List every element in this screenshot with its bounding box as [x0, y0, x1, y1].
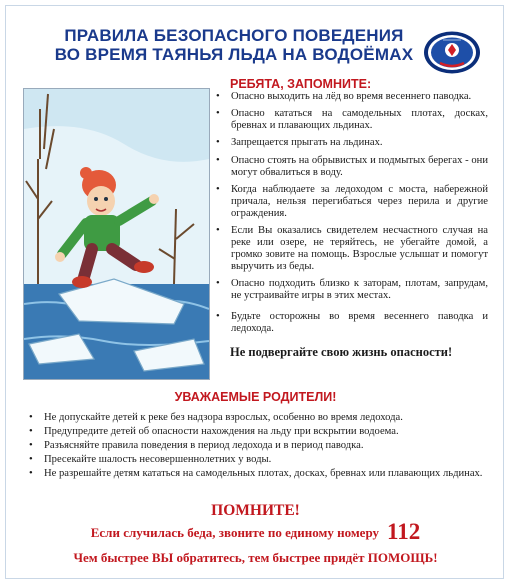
bullet-icon: • [216, 278, 220, 290]
rule-text: Когда наблюдаете за ледоходом с моста, набережной причала, нельзя перегибаться через перила и другие ограждения. [231, 183, 488, 219]
bullet-icon: • [216, 154, 220, 166]
bullet-icon: • [216, 108, 220, 120]
rule-text: Опасно подходить близко к заторам, плотам, запрудам, не устраивайте игры в этих местах. [231, 278, 488, 302]
bullet-icon: • [216, 224, 220, 236]
title-line-2: ВО ВРЕМЯ ТАЯНЬЯ ЛЬДА НА ВОДОЁМАХ [54, 45, 414, 64]
call-text: Если случилась беда, звоните по единому номеру [90, 525, 380, 540]
child-on-ice-floe-illustration [23, 88, 210, 380]
bullet-icon: • [29, 412, 33, 423]
bullet-icon: • [29, 425, 33, 437]
parents-heading: УВАЖАЕМЫЕ РОДИТЕЛИ! [174, 390, 337, 404]
list-item [212, 155, 488, 179]
bullet-icon: • [216, 91, 220, 102]
list-item [28, 412, 486, 425]
advice-text: Разъясняйте правила поведения в период ледохода и в период паводка. [44, 439, 364, 451]
bullet-icon: • [216, 137, 220, 149]
page-title [34, 26, 434, 64]
rule-text: Будьте осторожны во время весеннего паводка и ледохода. [231, 311, 488, 335]
bullet-icon: • [29, 453, 33, 465]
list-item [28, 440, 486, 453]
bullet-icon: • [29, 439, 33, 451]
list-item [212, 184, 488, 220]
emergency-call-line [6, 519, 505, 545]
list-item [28, 454, 486, 467]
rule-text: Опасно выходить на лёд во время весеннего паводка. [231, 91, 472, 102]
list-item [212, 137, 488, 149]
rule-text: Опасно стоять на обрывистых и подмытых берегах - они могут обвалиться в воду. [231, 154, 488, 178]
advice-text: Не допускайте детей к реке без надзора взрослых, особенно во время ледохода. [44, 412, 403, 423]
emergency-ministry-emblem-icon [423, 30, 481, 75]
rule-text: Опасно кататься на самодельных плотах, досках, бревнах и плавающих льдинах. [231, 108, 488, 132]
list-item [28, 426, 486, 439]
list-item [212, 311, 488, 335]
poster [5, 5, 504, 579]
kids-heading: РЕБЯТА, ЗАПОМНИТЕ: [230, 77, 372, 91]
parents-advice-list [28, 412, 486, 481]
list-item [212, 278, 488, 302]
list-item [212, 91, 488, 103]
bullet-icon: • [216, 183, 220, 195]
list-item [212, 225, 488, 273]
emergency-number: 112 [387, 519, 421, 544]
list-item [28, 468, 486, 481]
rule-text: Если Вы оказались свидетелем несчастного случая на реке или озере, не теряйтесь, не убегайте домой, а громко зовите на помощь. Взрослые услышат и помогут выручить из беды. [231, 224, 488, 272]
advice-text: Пресекайте шалость несовершеннолетних у воды. [44, 453, 272, 465]
title-line-1: ПРАВИЛА БЕЗОПАСНОГО ПОВЕДЕНИЯ [64, 26, 404, 45]
advice-text: Предупредите детей об опасности нахождения на льду при вскрытии водоема. [44, 425, 399, 437]
remember-heading: ПОМНИТЕ! [211, 502, 300, 519]
kids-rules-list [212, 91, 488, 340]
rule-text: Запрещается прыгать на льдинах. [231, 137, 383, 149]
bullet-icon: • [216, 311, 220, 323]
advice-text: Не разрешайте детям кататься на самодельных плотах, досках, бревнах или плавающих льдинах. [44, 467, 483, 479]
danger-warning: Не подвергайте свою жизнь опасности! [230, 345, 453, 359]
help-slogan: Чем быстрее ВЫ обратитесь, тем быстрее придёт ПОМОЩЬ! [73, 550, 438, 565]
bullet-icon: • [29, 467, 33, 479]
list-item [212, 108, 488, 132]
